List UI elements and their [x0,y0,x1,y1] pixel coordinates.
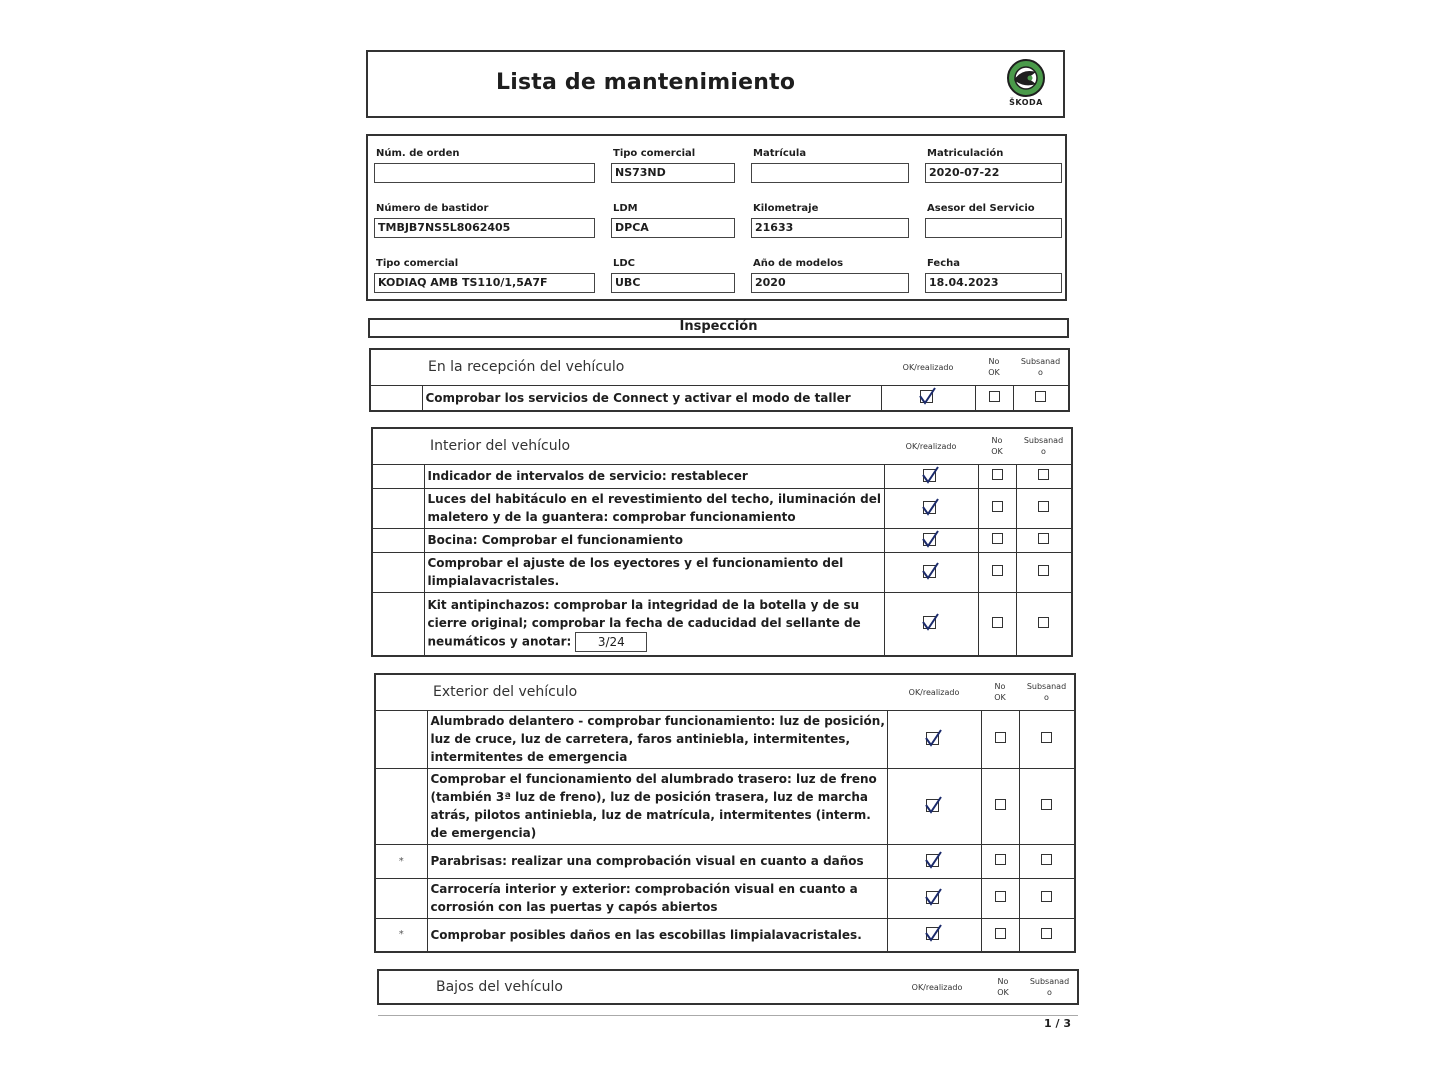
col-nook-header: No OK [975,349,1013,385]
table-row [375,918,1075,952]
bastidor-label: Número de bastidor [376,203,489,214]
subsanado-checkbox[interactable] [1019,844,1075,878]
checkbox-icon [992,533,1003,544]
checked-icon [917,386,939,406]
section-interior [371,427,1073,657]
checked-icon [920,612,942,632]
col-ok-header: OK/realizado [890,970,984,1004]
subsanado-checkbox[interactable] [1016,592,1072,656]
col-subsanado-header: Subsanad o [1013,349,1069,385]
item-text: Luces del habitáculo en el revestimiento del techo, iluminación del maletero y de la guantera: comprobar funcionamiento [424,488,884,528]
checkbox-icon [1041,854,1052,865]
ok-checkbox[interactable] [887,768,981,844]
kilometraje-field[interactable]: 21633 [751,218,909,238]
nook-checkbox[interactable] [981,768,1019,844]
checkbox-icon [989,391,1000,402]
caducidad-input[interactable]: 3/24 [575,632,647,652]
item-text: Indicador de intervalos de servicio: restablecer [424,464,884,488]
nook-checkbox[interactable] [981,710,1019,768]
ok-checkbox[interactable] [884,464,978,488]
row-marker [375,768,427,844]
nook-checkbox[interactable] [978,488,1016,528]
divider [378,1015,1078,1016]
nook-checkbox[interactable] [978,552,1016,592]
checkbox-icon [1041,928,1052,939]
nook-checkbox[interactable] [981,918,1019,952]
section-exterior [374,673,1076,953]
checkbox-icon [1038,533,1049,544]
tipo-comercial-field[interactable]: NS73ND [611,163,735,183]
subsanado-checkbox[interactable] [1016,488,1072,528]
fecha-field[interactable]: 18.04.2023 [925,273,1062,293]
checkbox-icon [1041,891,1052,902]
matriculacion-field[interactable]: 2020-07-22 [925,163,1062,183]
table-row [372,464,1072,488]
ok-checkbox[interactable] [887,878,981,918]
tipo-comercial-2-field[interactable]: KODIAQ AMB TS110/1,5A7F [374,273,595,293]
col-subsanado-header: Subsanad o [1022,970,1078,1004]
item-text: Comprobar el ajuste de los eyectores y el funcionamiento del limpialavacristales. [424,552,884,592]
col-subsanado-header: Subsanad o [1016,428,1072,464]
section-title: Bajos del vehículo [430,970,890,1004]
item-text: Alumbrado delantero - comprobar funcionamiento: luz de posición, luz de cruce, luz de carretera, faros antiniebla, intermitentes, intermitentes de emergencia [427,710,887,768]
subsanado-checkbox[interactable] [1019,768,1075,844]
checkbox-icon [992,617,1003,628]
checked-icon [923,923,945,943]
item-text: Bocina: Comprobar el funcionamiento [424,528,884,552]
checkbox-icon [1038,617,1049,628]
item-text: Comprobar el funcionamiento del alumbrado trasero: luz de freno (también 3ª luz de freno), luz de posición trasera, luz de marcha atrás, pilotos antiniebla, luz de matrícula, intermitentes (interm. de emergencia) [427,768,887,844]
checked-icon [923,850,945,870]
ok-checkbox[interactable] [881,385,975,411]
kilometraje-label: Kilometraje [753,203,819,214]
checkbox-icon [992,565,1003,576]
nook-checkbox[interactable] [978,592,1016,656]
vehicle-info-box [366,134,1067,301]
checkbox-icon [992,469,1003,480]
section-title: Exterior del vehículo [427,674,887,710]
subsanado-checkbox[interactable] [1019,710,1075,768]
section-recepcion [369,348,1070,412]
ldm-label: LDM [613,203,638,214]
col-nook-header: No OK [984,970,1022,1004]
ok-checkbox[interactable] [887,844,981,878]
checked-icon [923,795,945,815]
fecha-label: Fecha [927,258,961,269]
nook-checkbox[interactable] [981,844,1019,878]
subsanado-checkbox[interactable] [1016,528,1072,552]
subsanado-checkbox[interactable] [1019,918,1075,952]
row-marker [375,710,427,768]
ok-checkbox[interactable] [884,552,978,592]
checkbox-icon [1041,799,1052,810]
section-title: En la recepción del vehículo [422,349,881,385]
subsanado-checkbox[interactable] [1016,552,1072,592]
anio-modelos-field[interactable]: 2020 [751,273,909,293]
tipo-comercial-2-label: Tipo comercial [376,258,459,269]
item-text: Comprobar los servicios de Connect y activar el modo de taller [422,385,881,411]
checked-icon [923,728,945,748]
header-box [366,50,1065,118]
checkbox-icon [1035,391,1046,402]
subsanado-checkbox[interactable] [1013,385,1069,411]
matricula-label: Matrícula [753,148,807,159]
item-text: Parabrisas: realizar una comprobación visual en cuanto a daños [427,844,887,878]
checkbox-icon [1041,732,1052,743]
ldm-field[interactable]: DPCA [611,218,735,238]
ok-checkbox[interactable] [884,592,978,656]
table-row [375,878,1075,918]
table-row [372,552,1072,592]
table-row [372,488,1072,528]
checked-icon [920,561,942,581]
col-nook-header: No OK [978,428,1016,464]
asesor-field[interactable] [925,218,1062,238]
col-subsanado-header: Subsanad o [1019,674,1075,710]
ok-checkbox[interactable] [884,528,978,552]
nook-checkbox[interactable] [975,385,1013,411]
checkbox-icon [992,501,1003,512]
checkbox-icon [995,854,1006,865]
subsanado-checkbox[interactable] [1016,464,1072,488]
brand-text: ŠKODA [1009,98,1043,107]
col-ok-header: OK/realizado [887,674,981,710]
checkbox-icon [995,732,1006,743]
bastidor-field[interactable]: TMBJB7NS5L8062405 [374,218,595,238]
num-orden-field[interactable] [374,163,595,183]
nook-checkbox[interactable] [978,528,1016,552]
skoda-logo [1001,58,1051,112]
table-row [375,768,1075,844]
checkbox-icon [995,928,1006,939]
table-row [372,592,1072,656]
ok-checkbox[interactable] [884,488,978,528]
item-text: Kit antipinchazos: comprobar la integridad de la botella y de su cierre original; comprobar la fecha de caducidad del sellante de neumáticos y anotar: 3/24 [424,592,884,656]
ldc-label: LDC [613,258,636,269]
table-row [375,710,1075,768]
item-text: Carrocería interior y exterior: comprobación visual en cuanto a corrosión con las puertas y capós abiertos [427,878,887,918]
skoda-logo-icon [1006,58,1046,98]
table-row [370,385,1069,411]
ok-checkbox[interactable] [887,710,981,768]
nook-checkbox[interactable] [981,878,1019,918]
checkbox-icon [995,891,1006,902]
section-bajos [377,969,1079,1005]
page-number: 1 / 3 [1044,1017,1071,1030]
checkbox-icon [995,799,1006,810]
table-row [372,528,1072,552]
row-marker [375,878,427,918]
col-ok-header: OK/realizado [884,428,978,464]
item-text: Comprobar posibles daños en las escobillas limpialavacristales. [427,918,887,952]
col-ok-header: OK/realizado [881,349,975,385]
ldc-field[interactable]: UBC [611,273,735,293]
matricula-field[interactable] [751,163,909,183]
inspection-bar: Inspección [368,318,1069,338]
row-marker: * [375,844,427,878]
checked-icon [920,497,942,517]
section-title: Interior del vehículo [424,428,884,464]
checked-icon [920,529,942,549]
anio-modelos-label: Año de modelos [753,258,844,269]
checkbox-icon [1038,565,1049,576]
table-row [375,844,1075,878]
matriculacion-label: Matriculación [927,148,1004,159]
subsanado-checkbox[interactable] [1019,878,1075,918]
asesor-label: Asesor del Servicio [927,203,1035,214]
nook-checkbox[interactable] [978,464,1016,488]
row-marker: * [375,918,427,952]
tipo-comercial-label: Tipo comercial [613,148,696,159]
col-nook-header: No OK [981,674,1019,710]
checkbox-icon [1038,469,1049,480]
checked-icon [923,887,945,907]
ok-checkbox[interactable] [887,918,981,952]
page-title: Lista de mantenimiento [496,70,796,95]
checked-icon [920,465,942,485]
checkbox-icon [1038,501,1049,512]
num-orden-label: Núm. de orden [376,148,460,159]
